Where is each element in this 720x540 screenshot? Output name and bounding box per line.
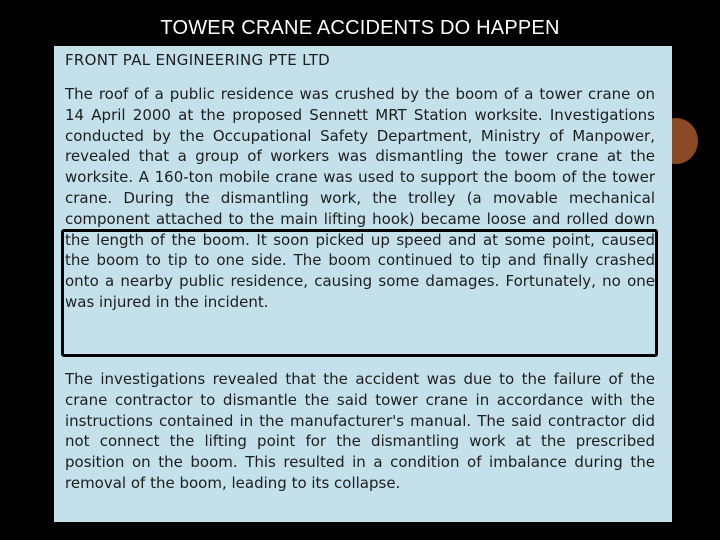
- slide-title: TOWER CRANE ACCIDENTS DO HAPPEN: [160, 17, 560, 39]
- company-name: FRONT PAL ENGINEERING PTE LTD: [65, 51, 331, 69]
- clipping-paragraph-2: The investigations revealed that the accident was due to the failure of the crane contractor to dismantle the said tower crane in accordance with the instructions contained in the manufacturer's manual. The said contractor did not connect the lifting point for the dismantling work at the prescribed position on the boom. This resulted in a condition of imbalance during the removal of the boom, leading to its collapse.: [65, 370, 655, 492]
- clipping-paragraph-1: The roof of a public residence was crushed by the boom of a tower crane on 14 April 2000 at the proposed Sennett MRT Station worksite. Investigations conducted by the Occupational Safety Department, Ministry of Manpower, revealed that a group of workers was dismantling the tower crane at the worksite. A 160-ton mobile crane was used to support the boom of the tower crane. During the dismantling work, the trolley (a movable mechanical component attached to the main lifting hook) became loose and rolled down the length of the boom. It soon picked up speed and at some point, caused the boom to tip to one side. The boom continued to tip and finally crashed onto a nearby public residence, causing some damages. Fortunately, no one was injured in the incident.: [65, 85, 655, 311]
- highlight-box: [61, 229, 658, 357]
